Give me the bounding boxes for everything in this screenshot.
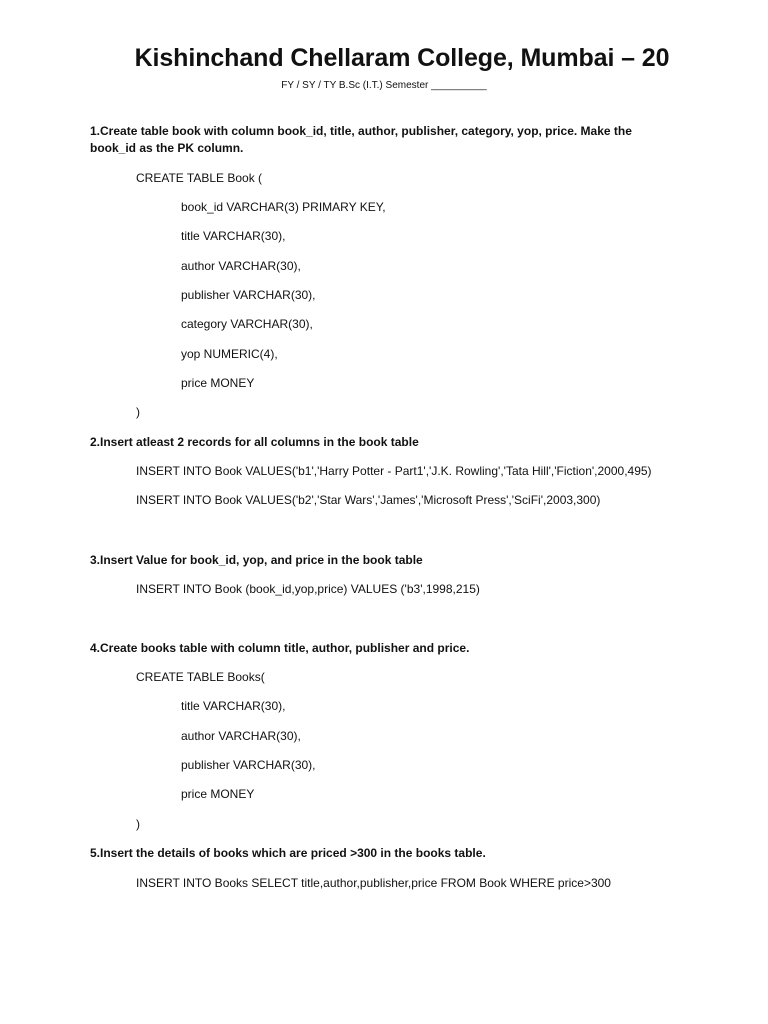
code-line: title VARCHAR(30), — [181, 699, 286, 713]
code-line: CREATE TABLE Books( — [136, 670, 265, 684]
code-line: INSERT INTO Book VALUES('b1','Harry Potter - Part1','J.K. Rowling','Tata Hill','Fiction',2000,495) — [136, 464, 652, 478]
code-line: INSERT INTO Book (book_id,yop,price) VALUES ('b3',1998,215) — [136, 582, 480, 596]
code-line: title VARCHAR(30), — [181, 229, 286, 243]
question-2: 2.Insert atleast 2 records for all columns in the book table — [90, 435, 419, 449]
code-line: INSERT INTO Books SELECT title,author,publisher,price FROM Book WHERE price>300 — [136, 876, 611, 890]
code-line: author VARCHAR(30), — [181, 729, 301, 743]
question-5: 5.Insert the details of books which are priced >300 in the books table. — [90, 846, 486, 860]
code-line: category VARCHAR(30), — [181, 317, 313, 331]
code-line: CREATE TABLE Book ( — [136, 171, 263, 185]
question-4: 4.Create books table with column title, author, publisher and price. — [90, 641, 470, 655]
question-1-line-1: 1.Create table book with column book_id, title, author, publisher, category, yop, price. Make the — [90, 124, 632, 138]
code-line: author VARCHAR(30), — [181, 259, 301, 273]
question-3: 3.Insert Value for book_id, yop, and price in the book table — [90, 553, 423, 567]
code-line: publisher VARCHAR(30), — [181, 758, 316, 772]
code-line: book_id VARCHAR(3) PRIMARY KEY, — [181, 200, 386, 214]
code-line: INSERT INTO Book VALUES('b2','Star Wars','James','Microsoft Press','SciFi',2003,300) — [136, 493, 601, 507]
code-line: ) — [136, 817, 140, 831]
question-1-line-2: book_id as the PK column. — [90, 141, 244, 155]
code-line: ) — [136, 405, 140, 419]
code-line: price MONEY — [181, 376, 255, 390]
page-title: Kishinchand Chellaram College, Mumbai – 20 — [134, 44, 670, 72]
page-subtitle: FY / SY / TY B.Sc (I.T.) Semester __________ — [281, 80, 487, 91]
code-line: yop NUMERIC(4), — [181, 347, 278, 361]
code-line: publisher VARCHAR(30), — [181, 288, 316, 302]
code-line: price MONEY — [181, 787, 255, 801]
